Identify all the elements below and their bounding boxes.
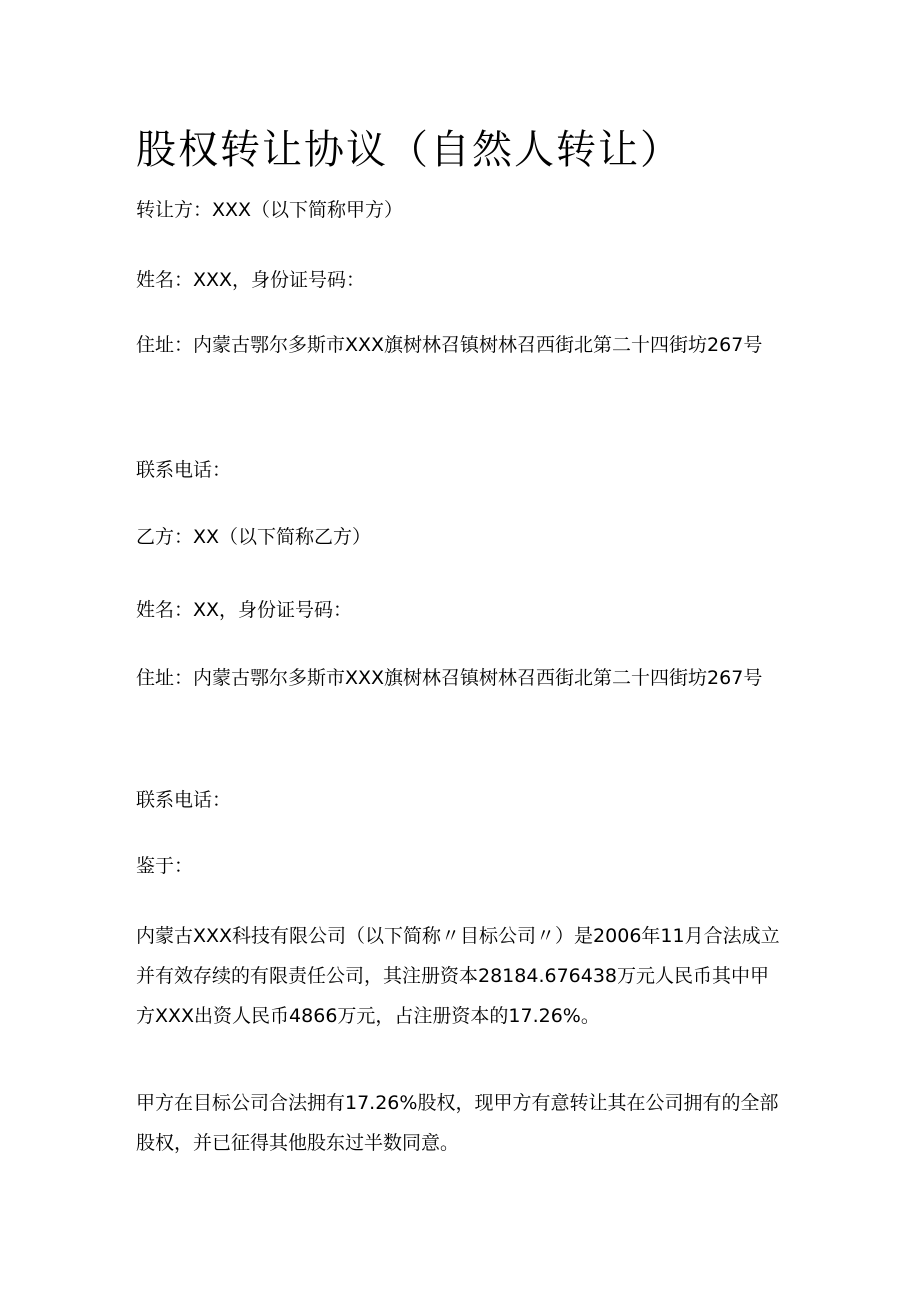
party-a-phone-line: 联系电话： — [136, 459, 232, 481]
clause-2-paragraph: 甲方在目标公司合法拥有17.26%股权，现甲方有意转让其在公司拥有的全部股权，并已征得其他股东过半数同意。 — [136, 1092, 779, 1154]
party-b-name-line: 姓名：XX，身份证号码： — [136, 599, 353, 621]
party-b-phone-line: 联系电话： — [136, 789, 232, 811]
party-b-address-line: 住址：内蒙古鄂尔多斯市XXX旗树林召镇树林召西街北第二十四街坊267号 — [136, 667, 763, 689]
document-title: 股权转让协议（自然人转让） — [136, 127, 682, 173]
party-b-line: 乙方：XX（以下简称乙方） — [136, 526, 372, 548]
transferor-line: 转让方：XXX（以下简称甲方） — [136, 199, 404, 221]
whereas-line: 鉴于： — [136, 855, 194, 877]
party-a-address-line: 住址：内蒙古鄂尔多斯市XXX旗树林召镇树林召西街北第二十四街坊267号 — [136, 334, 763, 356]
clause-1-paragraph: 内蒙古XXX科技有限公司（以下简称〃目标公司〃）是2006年11月合法成立并有效存续的有限责任公司，其注册资本28184.676438万元人民币其中甲方XXX出资人民币4866万元，占注册资本的17.26%。 — [136, 925, 780, 1027]
party-a-name-line: 姓名：XXX，身份证号码： — [136, 269, 366, 291]
